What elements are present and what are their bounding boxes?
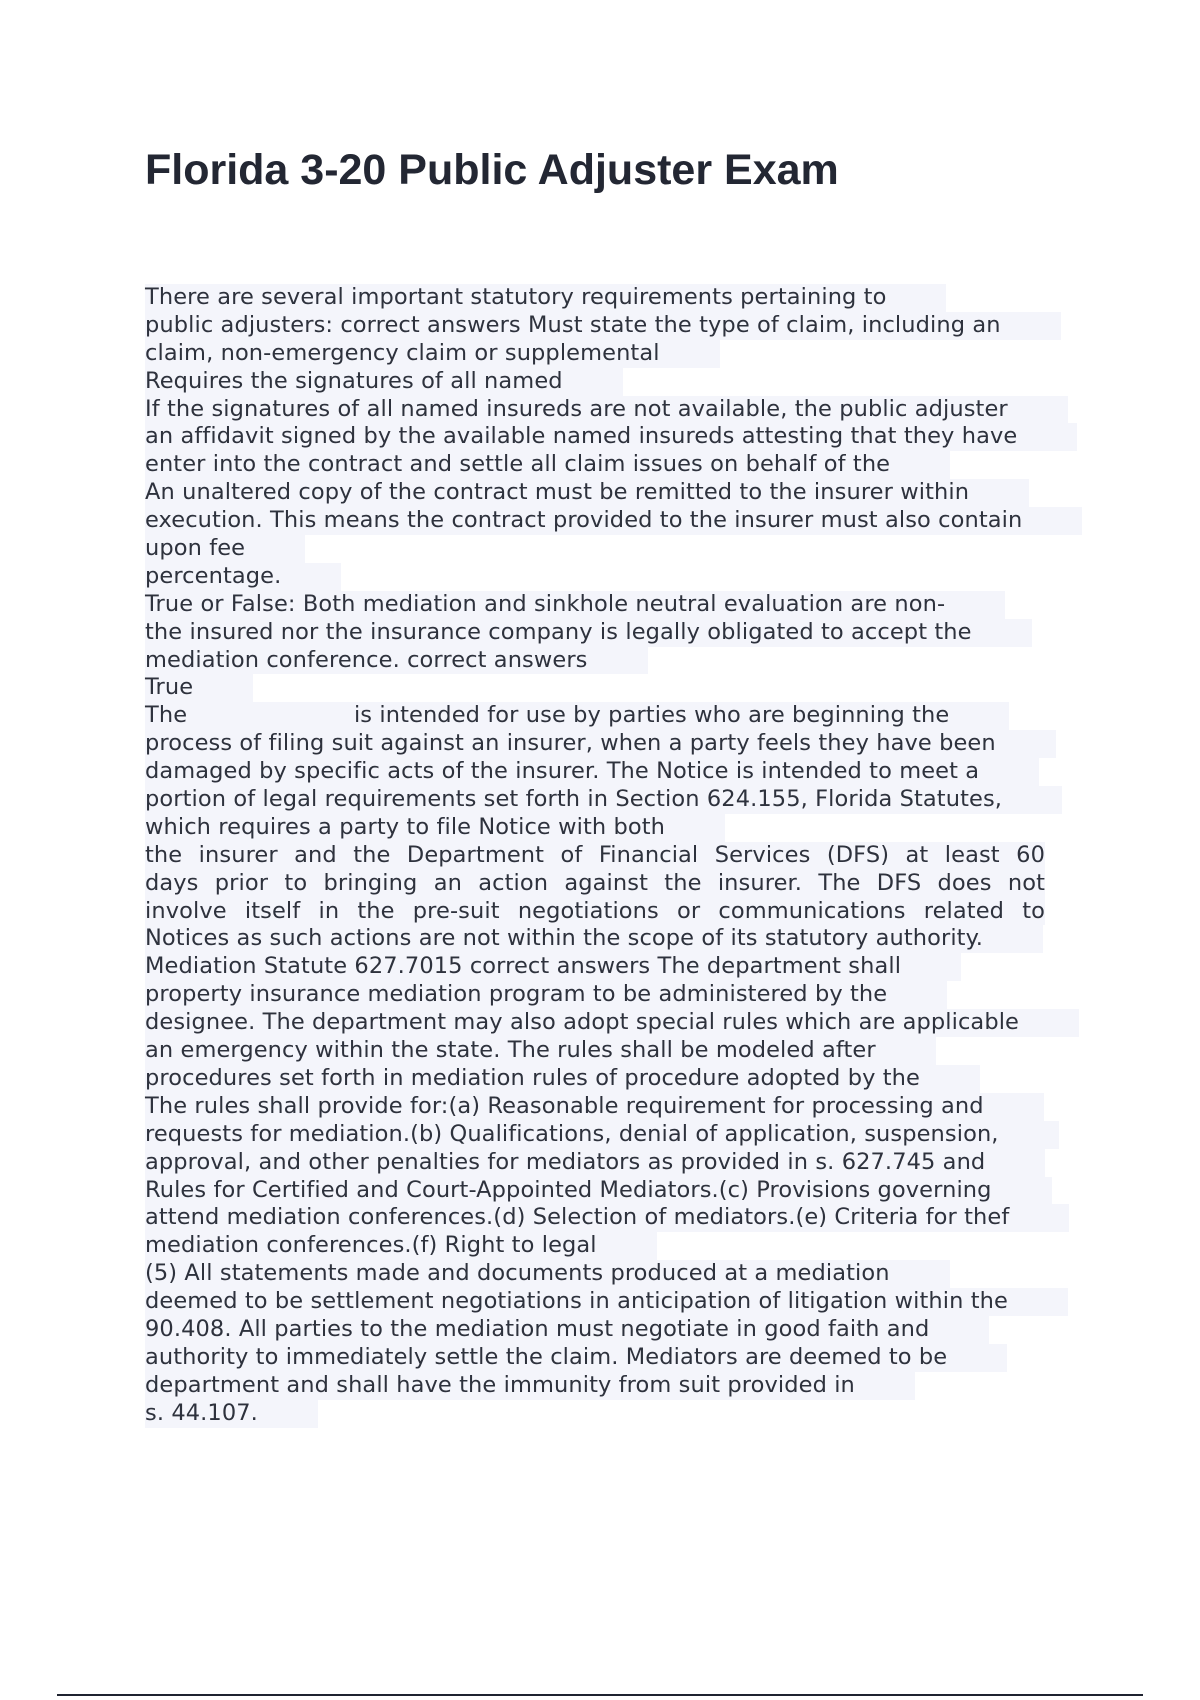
text-line: There are several important statutory requirements pertaining to <box>145 284 946 312</box>
document-body <box>145 284 1145 1428</box>
text-line: attend mediation conferences.(d) Selection of mediators.(e) Criteria for thef <box>145 1204 1069 1232</box>
text-line: department and shall have the immunity from suit provided in <box>145 1372 915 1400</box>
text-line: 90.408. All parties to the mediation must negotiate in good faith and <box>145 1316 989 1344</box>
text-line: the insured nor the insurance company is legally obligated to accept the <box>145 619 1032 647</box>
text-line: Notices as such actions are not within the scope of its statutory authority. <box>145 925 1043 953</box>
footer-divider <box>57 1694 1143 1696</box>
text-line: claim, non-emergency claim or supplemental <box>145 340 720 368</box>
text-line: mediation conferences.(f) Right to legal <box>145 1232 657 1260</box>
text-line: an affidavit signed by the available named insureds attesting that they have <box>145 423 1077 451</box>
text-line: days prior to bringing an action against the insurer. The DFS does not <box>145 869 1045 896</box>
text-line: percentage. <box>145 563 341 591</box>
text-line: Mediation Statute 627.7015 correct answers The department shall <box>145 953 961 981</box>
text-line: approval, and other penalties for mediators as provided in s. 627.745 and <box>145 1149 1045 1177</box>
text-line: the insurer and the Department of Financial Services (DFS) at least 60 <box>145 841 1045 868</box>
text-line: requests for mediation.(b) Qualifications, denial of application, suspension, <box>145 1121 1059 1149</box>
text-line: execution. This means the contract provided to the insurer must also contain <box>145 507 1082 535</box>
text-line: process of filing suit against an insurer, when a party feels they have been <box>145 730 1056 758</box>
text-line: If the signatures of all named insureds are not available, the public adjuster <box>145 396 1068 424</box>
text-line: Requires the signatures of all named <box>145 368 623 396</box>
page-title: Florida 3-20 Public Adjuster Exam <box>145 146 839 194</box>
text-line: The is intended for use by parties who are beginning the <box>145 702 1009 730</box>
text-line: True <box>145 674 253 702</box>
text-line: authority to immediately settle the claim. Mediators are deemed to be <box>145 1344 1007 1372</box>
text-line: public adjusters: correct answers Must state the type of claim, including an <box>145 312 1061 340</box>
text-line: mediation conference. correct answers <box>145 647 648 675</box>
text-line: deemed to be settlement negotiations in anticipation of litigation within the <box>145 1288 1068 1316</box>
text-line: portion of legal requirements set forth in Section 624.155, Florida Statutes, <box>145 786 1062 814</box>
text-line: involve itself in the pre-suit negotiations or communications related to <box>145 897 1045 924</box>
text-line: An unaltered copy of the contract must be remitted to the insurer within <box>145 479 1029 507</box>
text-line: The rules shall provide for:(a) Reasonable requirement for processing and <box>145 1093 1044 1121</box>
text-line: designee. The department may also adopt special rules which are applicable <box>145 1009 1079 1037</box>
text-line: enter into the contract and settle all claim issues on behalf of the <box>145 451 950 479</box>
text-line: procedures set forth in mediation rules of procedure adopted by the <box>145 1065 980 1093</box>
text-line: (5) All statements made and documents produced at a mediation <box>145 1260 950 1288</box>
text-line: property insurance mediation program to be administered by the <box>145 981 947 1009</box>
text-line: Rules for Certified and Court-Appointed Mediators.(c) Provisions governing <box>145 1177 1052 1205</box>
text-line: damaged by specific acts of the insurer. The Notice is intended to meet a <box>145 758 1039 786</box>
text-line: an emergency within the state. The rules shall be modeled after <box>145 1037 936 1065</box>
text-line: upon fee <box>145 535 305 563</box>
text-line: which requires a party to file Notice with both <box>145 814 725 842</box>
text-line: True or False: Both mediation and sinkhole neutral evaluation are non- <box>145 591 1005 619</box>
text-line: s. 44.107. <box>145 1400 318 1428</box>
